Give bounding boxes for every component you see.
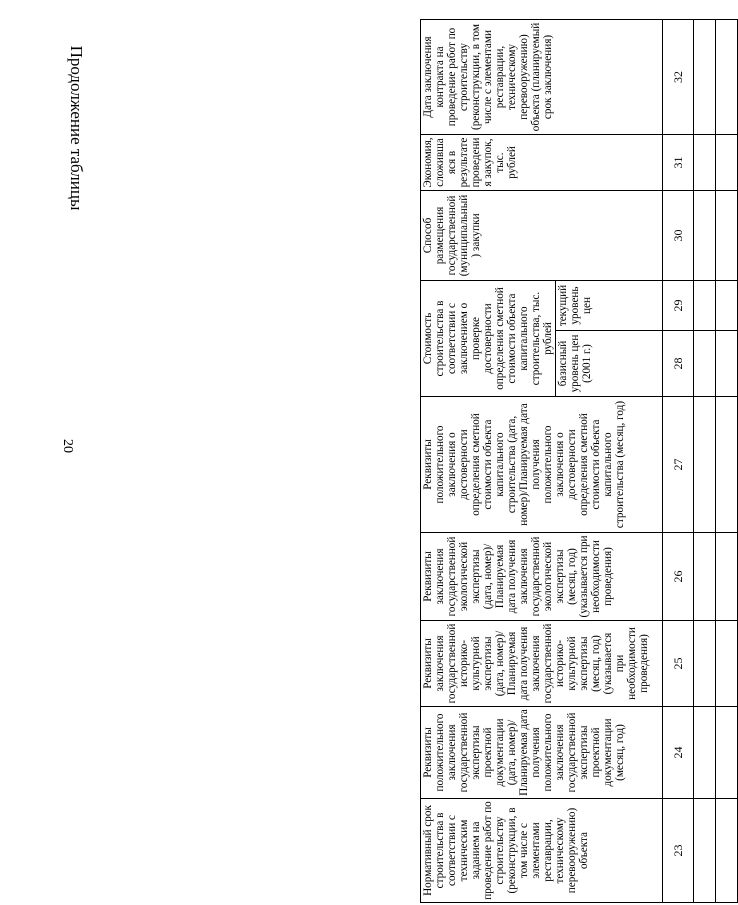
table-cell xyxy=(694,533,716,621)
table-continuation-caption: Продолжение таблицы xyxy=(67,45,86,211)
table-cell xyxy=(716,191,738,281)
column-number: 26 xyxy=(663,533,694,621)
table-cell xyxy=(694,799,716,903)
table-cell xyxy=(694,397,716,533)
column-number: 28 xyxy=(663,331,694,397)
column-number: 29 xyxy=(663,281,694,331)
header-col-27: Реквизиты положительного заключения о достоверности определения сметной стоимости объекта капитального строительства (дата, номер)/Планируемая дата получения положительного заключения о достоверности определения сметной стоимости объекта капитального строительства (месяц, год) xyxy=(421,397,663,533)
header-col-29: текущий уровень цен xyxy=(556,281,663,331)
table-cell xyxy=(716,621,738,707)
rotated-table-wrapper xyxy=(420,20,718,903)
column-number: 25 xyxy=(663,621,694,707)
table-cell xyxy=(694,707,716,799)
table-cell xyxy=(694,191,716,281)
table-cell xyxy=(694,135,716,191)
column-number: 24 xyxy=(663,707,694,799)
table-cell xyxy=(716,331,738,397)
table-cell xyxy=(716,20,738,135)
header-col-23: Нормативный срок строительства в соответствии с техническим заданием на проведение работ по строительству (реконструкции, в том числе с элементами реставрации, техническому перевооружению) объекта xyxy=(421,799,663,903)
table-cell xyxy=(716,397,738,533)
header-col-30: Способ размещения государственной (муниципальный) закупки xyxy=(421,191,663,281)
header-construction-cost: Стоимость строительства в соответствии с заключением о проверке достоверности определения сметной стоимости объекта капитального строительства, тыс. рублей xyxy=(421,281,556,397)
table-cell xyxy=(694,281,716,331)
table-cell xyxy=(716,707,738,799)
data-table xyxy=(420,19,738,903)
header-col-25: Реквизиты заключения государственной историко-культурной экспертизы (дата, номер)/ Планируемая дата получения заключения государственной историко-культурной экспертизы (месяц, год) (указывается при необходимости проведения) xyxy=(421,621,663,707)
header-col-24: Реквизиты положительного заключения государственной экспертизы проектной документации (дата, номер)/ Планируемая дата получения положительного заключения государственной экспертизы проектной документации (месяц, год) xyxy=(421,707,663,799)
column-number: 30 xyxy=(663,191,694,281)
table-cell xyxy=(694,331,716,397)
table-cell xyxy=(716,135,738,191)
table-cell xyxy=(716,281,738,331)
table-cell xyxy=(694,621,716,707)
header-col-28: базисный уровень цен (2001 г.) xyxy=(556,331,663,397)
page-number: 20 xyxy=(60,439,75,453)
header-col-32: Дата заключения контракта на проведение работ по строительству (реконструкции, в том числе с элементами реставрации, техническому перевооружению) объекта (планируемый срок заключения) xyxy=(421,20,663,135)
empty-table-row xyxy=(716,20,738,903)
column-number: 32 xyxy=(663,20,694,135)
table-cell xyxy=(716,799,738,903)
table-cell xyxy=(716,533,738,621)
header-col-31: Экономия, сложившаяся в результате проведения закупок, тыс. рублей xyxy=(421,135,663,191)
header-col-26: Реквизиты заключения государственной экологической экспертизы (дата, номер)/ Планируемая дата получения заключения государственной экологической экспертизы (месяц, год) (указывается при необходимости проведения) xyxy=(421,533,663,621)
column-number: 31 xyxy=(663,135,694,191)
empty-table-row xyxy=(694,20,716,903)
table-cell xyxy=(694,20,716,135)
column-number-row xyxy=(663,20,694,903)
column-number: 23 xyxy=(663,799,694,903)
column-number: 27 xyxy=(663,397,694,533)
